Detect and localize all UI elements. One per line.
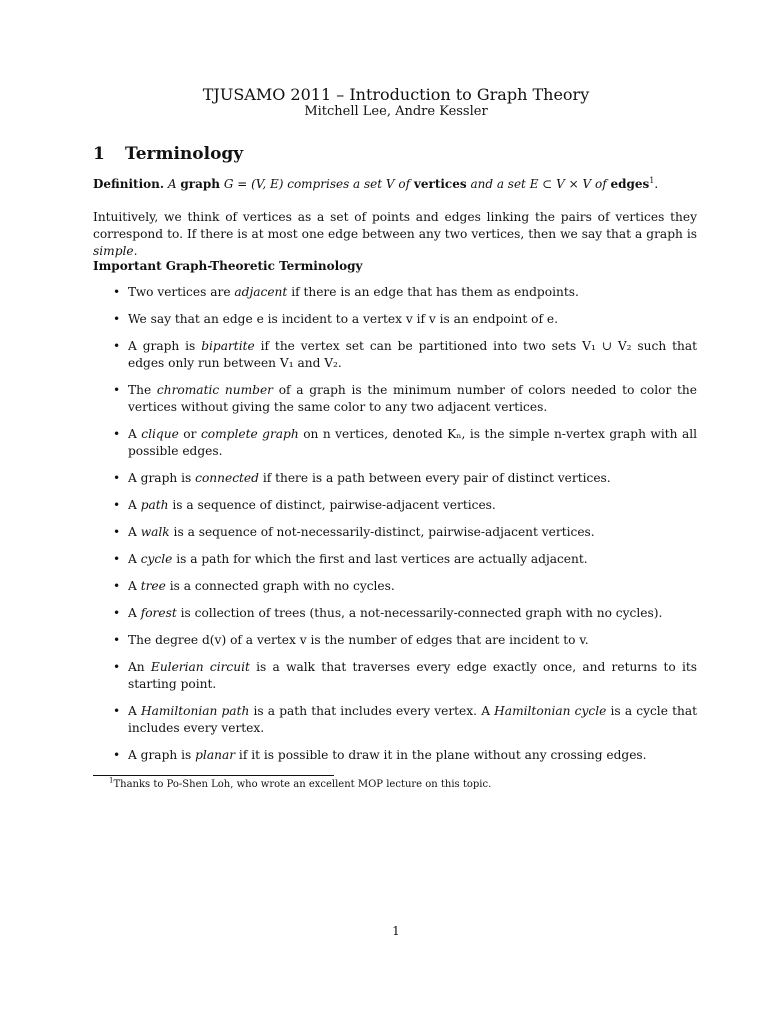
- section-number: 1: [93, 144, 105, 164]
- list-item: • An Eulerian circuit is a walk that traverses every edge exactly once, and returns to its starting point.: [93, 659, 697, 693]
- document-title: TJUSAMO 2011 – Introduction to Graph Theory: [202, 85, 590, 104]
- graph-term: graph: [180, 177, 220, 191]
- section-title: Terminology: [125, 144, 244, 164]
- list-item: • A forest is collection of trees (thus, a not-necessarily-connected graph with no cycles).: [93, 605, 697, 622]
- list-item: • A cycle is a path for which the first and last vertices are actually adjacent.: [93, 551, 697, 568]
- list-item: • A graph is bipartite if the vertex set can be partitioned into two sets V₁ ∪ V₂ such that edges only run between V₁ and V₂.: [93, 338, 697, 372]
- list-item: • A graph is planar if it is possible to draw it in the plane without any crossing edges.: [93, 747, 697, 764]
- list-item: • A walk is a sequence of not-necessarily-distinct, pairwise-adjacent vertices.: [93, 524, 697, 541]
- definition-label: Definition.: [93, 177, 165, 191]
- footnote-divider: [93, 775, 334, 776]
- list-item: • A graph is connected if there is a path between every pair of distinct vertices.: [93, 470, 697, 487]
- list-item: • A path is a sequence of distinct, pairwise-adjacent vertices.: [93, 497, 697, 514]
- simple-term: simple: [93, 244, 134, 258]
- footnote-ref: 1: [649, 176, 655, 185]
- list-item: • The chromatic number of a graph is the minimum number of colors needed to color the vertices without giving the same color to any two adjacent vertices.: [93, 382, 697, 416]
- list-item: • Two vertices are adjacent if there is an edge that has them as endpoints.: [93, 284, 697, 301]
- list-item: • The degree d(v) of a vertex v is the number of edges that are incident to v.: [93, 632, 697, 649]
- vertices-term: vertices: [413, 177, 467, 191]
- list-item: • A tree is a connected graph with no cycles.: [93, 578, 697, 595]
- footnote-mark: 1: [109, 776, 114, 785]
- page-number: 1: [392, 924, 400, 938]
- footnote: [109, 776, 492, 791]
- section-heading: [93, 144, 243, 164]
- subheading: Important Graph-Theoretic Terminology: [93, 259, 363, 273]
- intro-paragraph: Intuitively, we think of vertices as a set of points and edges linking the pairs of vertices they correspond to. If there is at most one edge between any two vertices, then we say that a graph is simple.: [93, 210, 697, 258]
- list-item: • A clique or complete graph on n vertices, denoted Kₙ, is the simple n-vertex graph with all possible edges.: [93, 426, 697, 460]
- terminology-list: [93, 284, 697, 774]
- document-authors: Mitchell Lee, Andre Kessler: [304, 104, 488, 119]
- definition-paragraph: Definition. A graph G = (V, E) comprises a set V of vertices and a set E ⊂ V × V of edges$^1$.: [93, 176, 659, 191]
- edges-term: edges: [610, 177, 650, 191]
- list-item: • We say that an edge e is incident to a vertex v if v is an endpoint of e.: [93, 311, 697, 328]
- footnote-text: Thanks to Po-Shen Loh, who wrote an excellent MOP lecture on this topic.: [113, 779, 492, 790]
- list-item: • A Hamiltonian path is a path that includes every vertex. A Hamiltonian cycle is a cycle that includes every vertex.: [93, 703, 697, 737]
